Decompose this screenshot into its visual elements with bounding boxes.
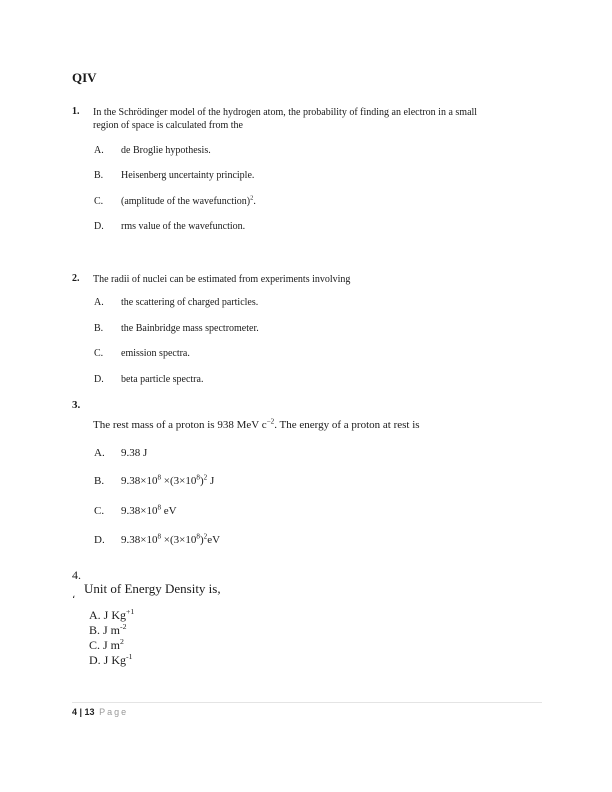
q2-option-b-letter: B. [94,323,104,334]
question-4-number: 4. [72,568,81,582]
q1-option-c-letter: C. [94,196,104,207]
q1-option-d-letter: D. [94,221,104,232]
q1-option-a-letter: A. [94,145,104,156]
footer-separator: | [77,707,85,717]
q1-option-c-text: (amplitude of the wavefunction)$^2$. [121,194,256,207]
q2-option-b-text: the Bainbridge mass spectrometer. [121,323,259,334]
footer-total-pages: 13 [84,707,95,717]
question-1-text-line1: In the Schrödinger model of the hydrogen atom, the probability of finding an electron in a small [93,107,478,118]
q3-option-a-letter: A. [94,447,105,459]
footer-divider [72,702,542,703]
footer-page-word: Page [94,707,129,717]
q4-option-b: B. J $m^{-2}$ [89,622,127,637]
question-4-dot: ، [72,590,76,601]
page-footer [72,707,128,717]
question-3-text: The rest mass of a proton is 938 MeV $c^{-2}$. The energy of a proton at rest is [93,417,420,431]
q3-option-c-text: $9.38\times 10^8$ eV [121,503,177,517]
q4-option-c: C. J $m^2$ [89,637,124,652]
question-3-number: 3. [72,399,81,411]
section-heading: QIV [72,70,97,85]
question-4-text: Unit of Energy Density is, [84,581,221,596]
q1-option-a-text: de Broglie hypothesis. [121,145,211,156]
q4-option-a: A. J $Kg^{+1}$ [89,607,135,622]
q2-option-d-text: beta particle spectra. [121,374,204,385]
q2-option-a-letter: A. [94,297,104,308]
q3-option-b-text: $9.38\times 10^8 \times(3\times 10^8)^2$ J [121,473,215,487]
q3-option-b-letter: B. [94,475,105,487]
q1-option-b-letter: B. [94,170,104,181]
q1-option-d-text: rms value of the wavefunction. [121,221,246,232]
footer-page-number: 4 [72,707,78,717]
q3-option-d-letter: D. [94,534,105,546]
question-1-text-line2: region of space is calculated from the [93,120,243,131]
q3-option-a-text: 9.38 J [121,447,148,459]
q2-option-a-text: the scattering of charged particles. [121,297,259,308]
q2-option-d-letter: D. [94,374,104,385]
q3-option-c-letter: C. [94,505,105,517]
q1-option-b-text: Heisenberg uncertainty principle. [121,170,255,181]
q2-option-c-text: emission spectra. [121,348,190,359]
question-1-number: 1. [72,106,80,117]
question-2-number: 2. [72,273,80,284]
question-2-text: The radii of nuclei can be estimated from experiments involving [93,274,351,285]
q2-option-c-letter: C. [94,348,104,359]
q4-option-d: D. J $Kg^{-1}$ [89,652,133,667]
q3-option-d-text: $9.38\times 10^8 \times(3\times 10^8)^2eV$ [121,532,221,546]
